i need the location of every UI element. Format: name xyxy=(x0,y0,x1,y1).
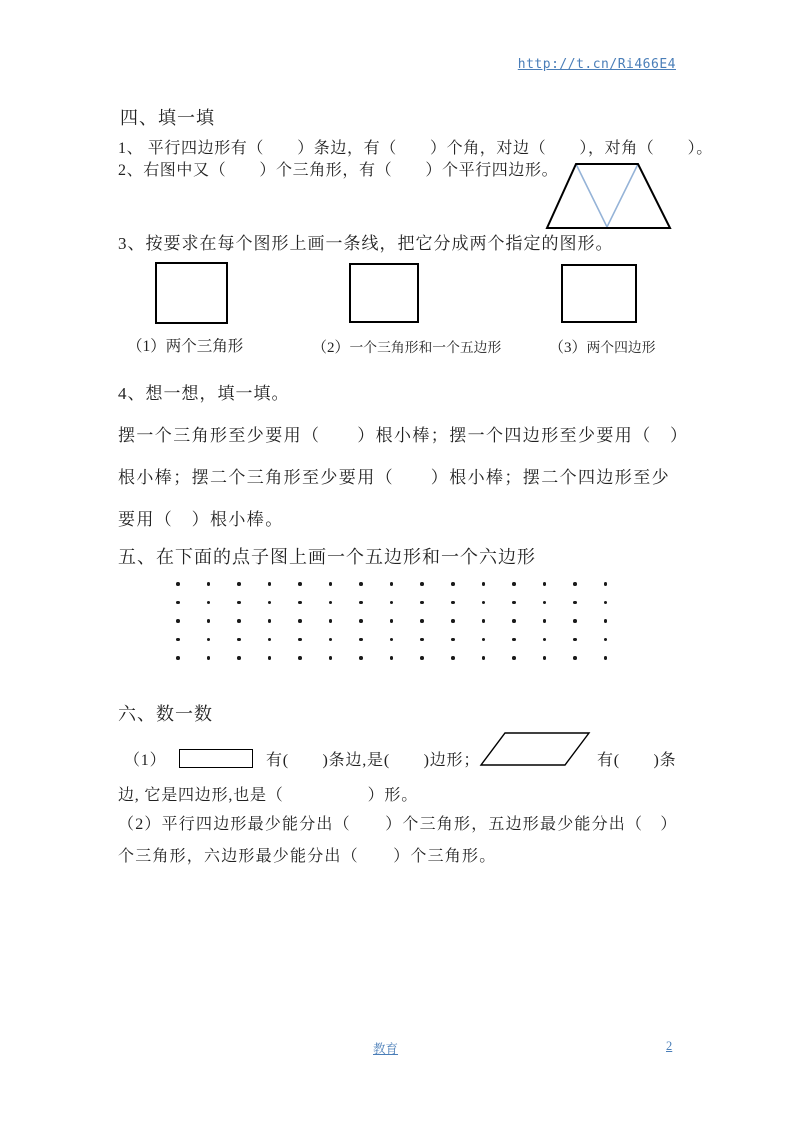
grid-dot xyxy=(237,638,241,642)
grid-dot xyxy=(207,601,211,605)
header-short-link[interactable]: http://t.cn/Ri466E4 xyxy=(517,57,676,72)
section6-title: 六、数一数 xyxy=(118,704,213,724)
grid-dot xyxy=(207,619,211,623)
section4-q1: 1、 平行四边形有（ ）条边，有（ ）个角，对边（ ），对角（ ）。 xyxy=(118,140,713,157)
section4-q2: 2、右图中又（ ）个三角形，有（ ）个平行四边形。 xyxy=(118,162,559,179)
square-label-3 xyxy=(549,338,656,358)
grid-dot xyxy=(359,619,363,623)
grid-dot xyxy=(329,638,333,642)
section6-q1-tail: 有( )条 xyxy=(597,752,677,769)
square-label-2 xyxy=(312,338,501,358)
grid-dot xyxy=(451,582,455,586)
grid-dot xyxy=(482,619,486,623)
grid-dot xyxy=(451,619,455,623)
grid-dot xyxy=(176,601,180,605)
grid-dot xyxy=(359,638,363,642)
grid-dot xyxy=(268,638,272,642)
section4-q3: 3、按要求在每个图形上画一条线，把它分成两个指定的图形。 xyxy=(118,234,614,253)
grid-dot xyxy=(237,619,241,623)
grid-dot xyxy=(390,656,394,660)
trapezoid-divider-lines xyxy=(576,164,638,227)
section4-q4-title: 4、想一想，填一填。 xyxy=(118,384,290,403)
draw-square-1[interactable] xyxy=(155,262,228,324)
grid-dot xyxy=(237,601,241,605)
grid-dot xyxy=(451,638,455,642)
grid-dot xyxy=(573,638,577,642)
grid-dot xyxy=(482,656,486,660)
square-label-1-num: （1） xyxy=(127,338,166,355)
grid-dot xyxy=(420,582,424,586)
square-label-1-text: 两个三角形 xyxy=(165,338,244,355)
trapezoid-figure xyxy=(545,158,675,232)
grid-dot xyxy=(298,619,302,623)
rectangle-figure xyxy=(179,749,253,768)
grid-dot xyxy=(573,619,577,623)
grid-dot xyxy=(420,619,424,623)
section6-q1-line2: 边, 它是四边形,也是（ ）形。 xyxy=(118,787,419,804)
grid-dot xyxy=(543,582,547,586)
grid-dot xyxy=(298,638,302,642)
grid-dot xyxy=(604,582,608,586)
grid-dot xyxy=(329,601,333,605)
grid-dot xyxy=(176,619,180,623)
grid-dot xyxy=(268,656,272,660)
section6-q2-line1: （2）平行四边形最少能分出（ ）个三角形，五边形最少能分出（ ） xyxy=(118,816,678,833)
trapezoid-outline xyxy=(547,164,670,228)
grid-dot xyxy=(329,619,333,623)
grid-dot xyxy=(512,656,516,660)
dot-grid xyxy=(176,582,616,672)
grid-dot xyxy=(543,638,547,642)
grid-dot xyxy=(207,656,211,660)
grid-dot xyxy=(543,656,547,660)
grid-dot xyxy=(329,582,333,586)
section4-q4-line2: 根小棒；摆二个三角形至少要用（ ）根小棒；摆二个四边形至少 xyxy=(118,468,670,487)
grid-dot xyxy=(359,601,363,605)
grid-dot xyxy=(512,601,516,605)
section5-title: 五、在下面的点子图上画一个五边形和一个六边形 xyxy=(118,547,536,567)
section4-q4-line3: 要用（ ）根小棒。 xyxy=(118,510,284,529)
grid-dot xyxy=(543,601,547,605)
grid-dot xyxy=(512,638,516,642)
grid-dot xyxy=(390,582,394,586)
parallelogram-outline xyxy=(481,733,589,765)
square-label-2-text: 一个三角形和一个五边形 xyxy=(349,340,502,355)
grid-dot xyxy=(359,582,363,586)
grid-dot xyxy=(451,656,455,660)
grid-dot xyxy=(268,601,272,605)
grid-dot xyxy=(573,656,577,660)
grid-dot xyxy=(390,619,394,623)
grid-dot xyxy=(237,656,241,660)
grid-dot xyxy=(451,601,455,605)
grid-dot xyxy=(298,656,302,660)
grid-dot xyxy=(268,582,272,586)
grid-dot xyxy=(543,619,547,623)
grid-dot xyxy=(482,601,486,605)
grid-dot xyxy=(420,656,424,660)
grid-dot xyxy=(573,582,577,586)
grid-dot xyxy=(359,656,363,660)
grid-dot xyxy=(420,601,424,605)
footer-page-number[interactable]: 2 xyxy=(666,1039,673,1053)
section6-q2-line2: 个三角形，六边形最少能分出（ ）个三角形。 xyxy=(118,848,497,865)
grid-dot xyxy=(604,601,608,605)
draw-square-2[interactable] xyxy=(349,263,419,323)
grid-dot xyxy=(482,638,486,642)
square-label-1 xyxy=(127,337,243,357)
grid-dot xyxy=(176,582,180,586)
grid-dot xyxy=(207,638,211,642)
grid-dot xyxy=(390,638,394,642)
grid-dot xyxy=(329,656,333,660)
parallelogram-figure xyxy=(476,728,594,770)
section6-q1-mid: 有( )条边,是( )边形； xyxy=(266,752,481,769)
grid-dot xyxy=(573,601,577,605)
grid-dot xyxy=(420,638,424,642)
grid-dot xyxy=(176,656,180,660)
section4-title: 四、填一填 xyxy=(120,108,215,128)
square-label-3-num: （3） xyxy=(549,340,587,356)
square-label-3-text: 两个四边形 xyxy=(586,340,656,355)
grid-dot xyxy=(298,582,302,586)
grid-dot xyxy=(512,582,516,586)
grid-dot xyxy=(298,601,302,605)
section4-q4-line1: 摆一个三角形至少要用（ ）根小棒；摆一个四边形至少要用（ ） xyxy=(118,426,689,445)
grid-dot xyxy=(237,582,241,586)
footer-education-link[interactable]: 教育 xyxy=(373,1042,399,1056)
grid-dot xyxy=(390,601,394,605)
grid-dot xyxy=(207,582,211,586)
grid-dot xyxy=(482,582,486,586)
section6-q1-num: （1） xyxy=(124,752,167,769)
grid-dot xyxy=(604,638,608,642)
draw-square-3[interactable] xyxy=(561,264,637,323)
grid-dot xyxy=(604,656,608,660)
grid-dot xyxy=(176,638,180,642)
grid-dot xyxy=(512,619,516,623)
grid-dot xyxy=(604,619,608,623)
grid-dot xyxy=(268,619,272,623)
square-label-2-num: （2） xyxy=(312,340,350,356)
